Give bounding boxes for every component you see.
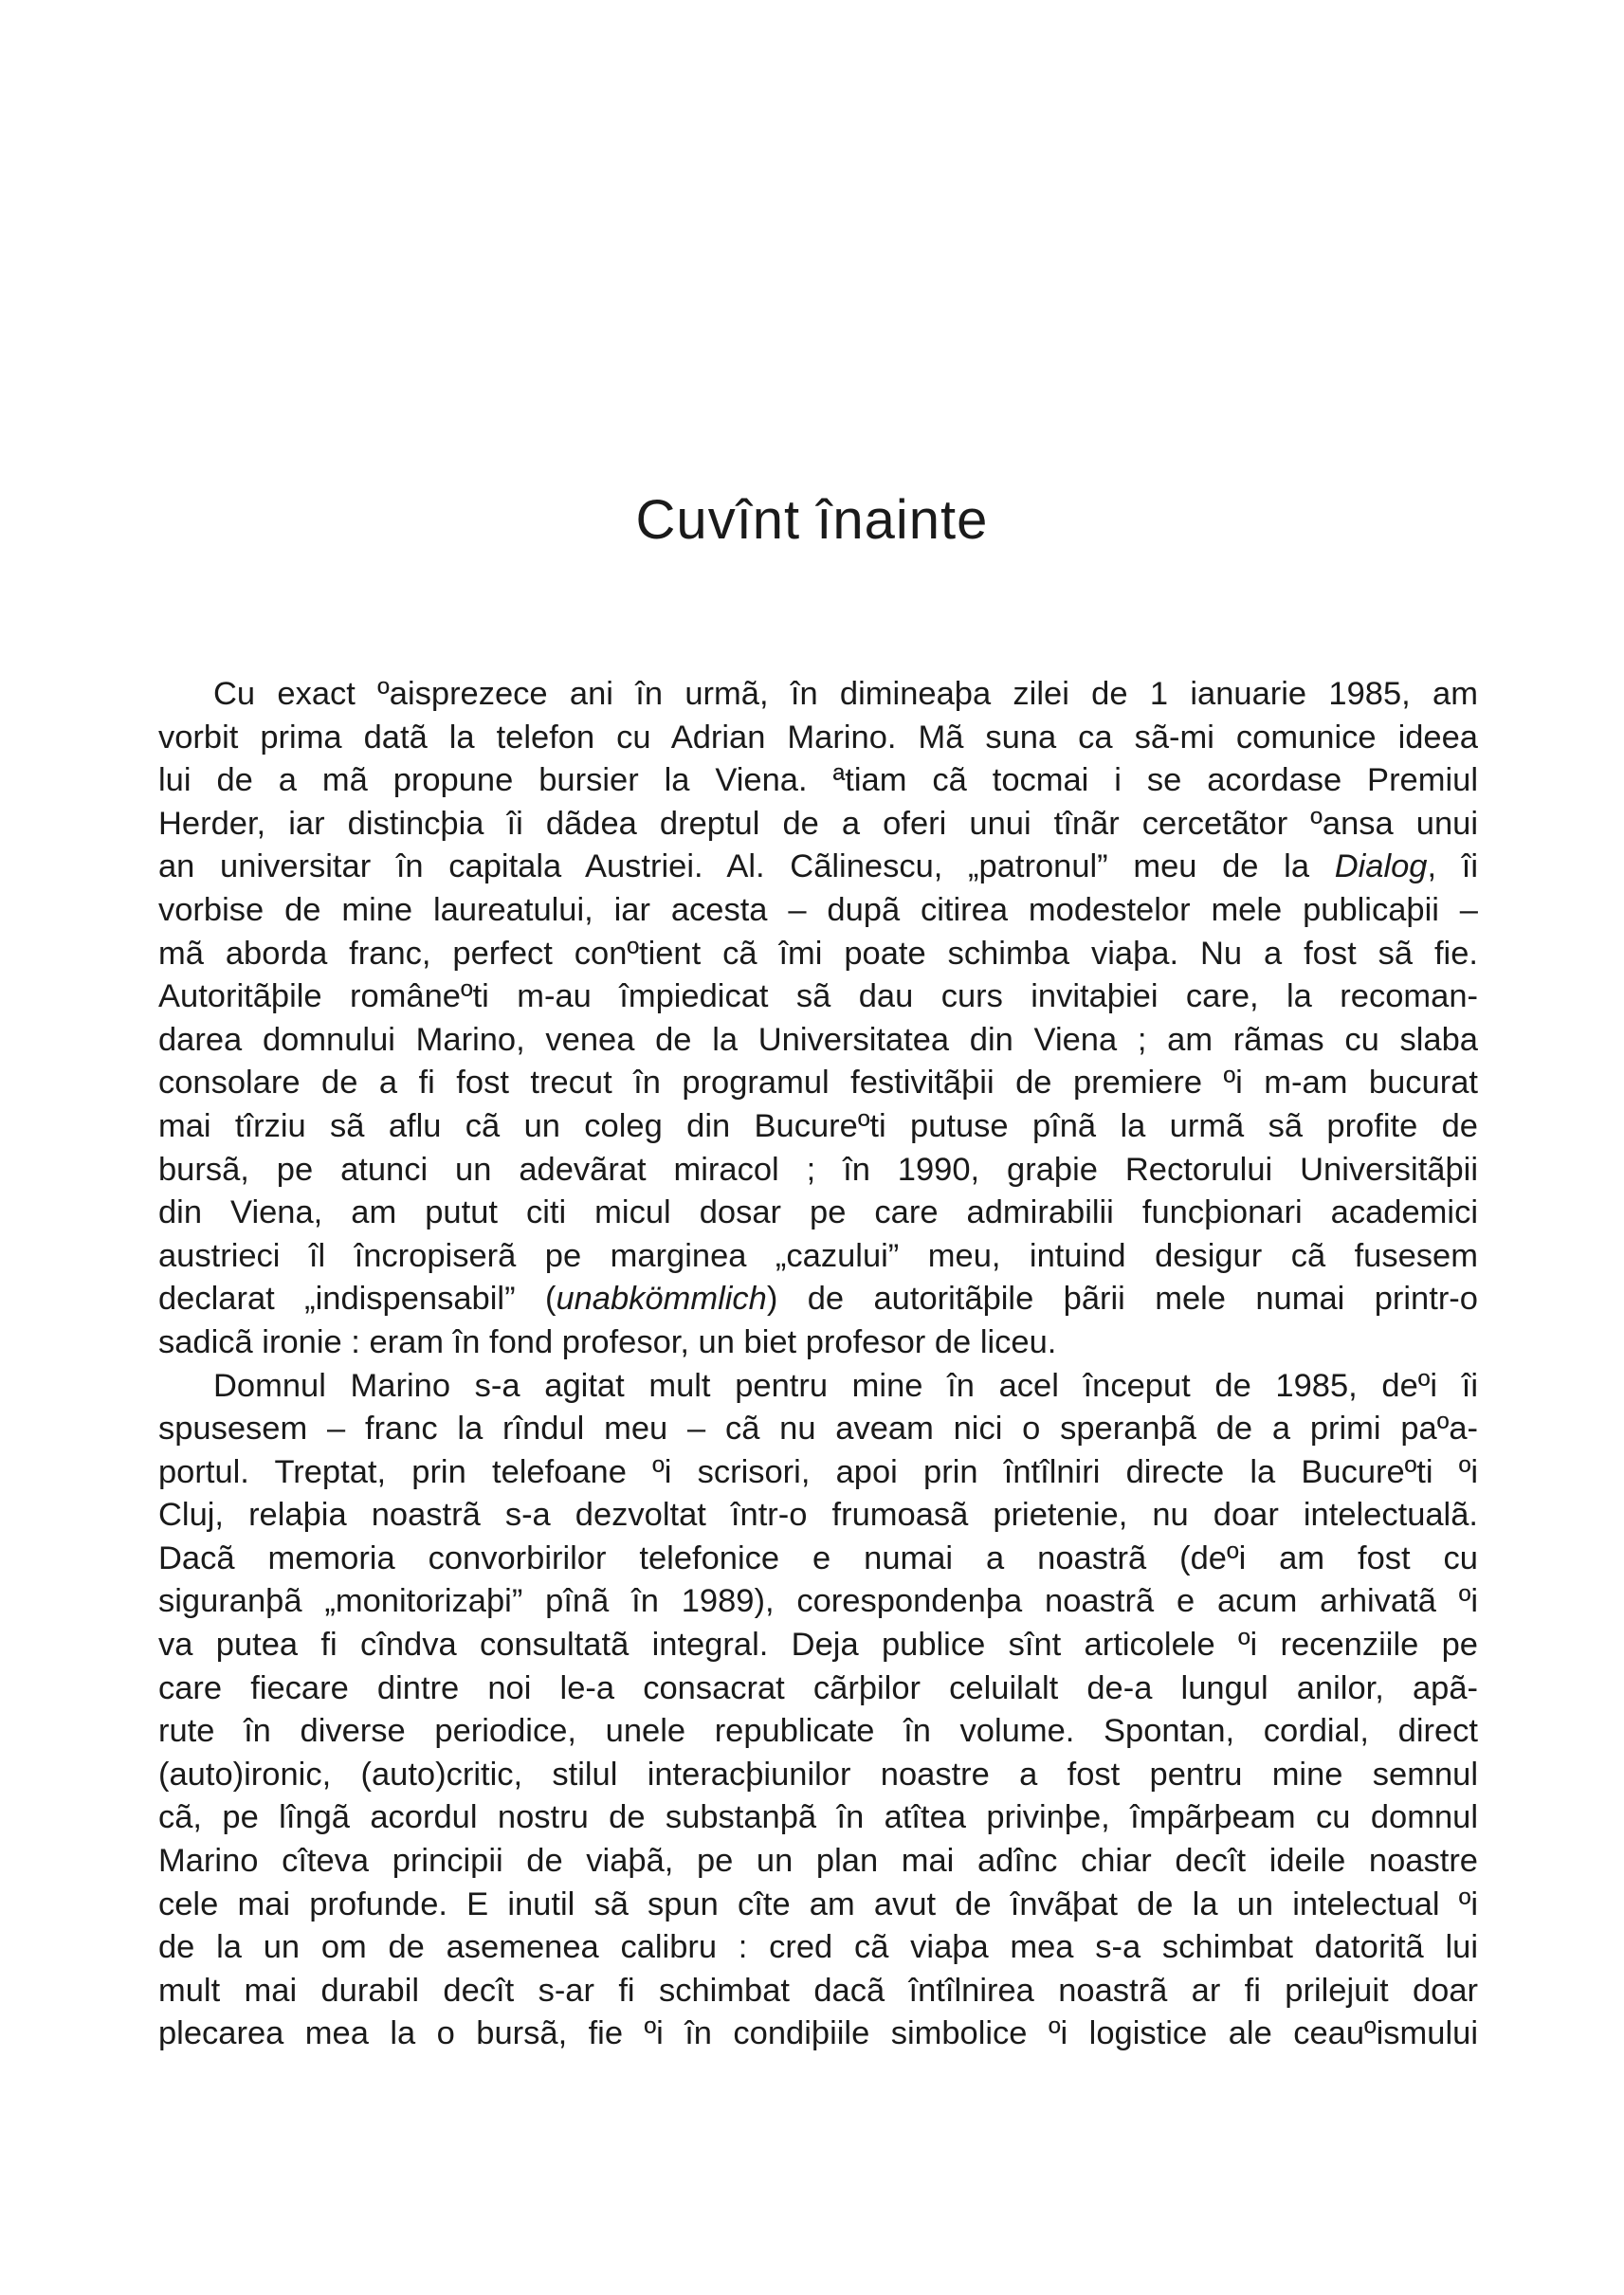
text-line: Dacã memoria convorbirilor telefonice e numai a noastrã (deºi am fost cu <box>158 1539 1478 1576</box>
chapter-title: Cuvînt înainte <box>635 489 989 551</box>
text-line: de la un om de asemenea calibru : cred cã viaþa mea s-a schimbat datoritã lui <box>158 1929 1478 1966</box>
text-line <box>158 1278 1478 1321</box>
text-line: va putea fi cîndva consultatã integral. Deja publice sînt articolele ºi recenziile pe <box>158 1627 1478 1664</box>
text-line: cã, pe lîngã acordul nostru de substanþã în atîtea privinþe, împãrþeam cu domnul <box>158 1799 1478 1836</box>
text-line: vorbit prima datã la telefon cu Adrian Marino. Mã suna ca sã-mi comunice ideea <box>158 719 1478 756</box>
text-line: spusesem – franc la rîndul meu – cã nu aveam nici o speranþã de a primi paºa- <box>158 1411 1478 1448</box>
text-line: Herder, iar distincþia îi dãdea dreptul de a oferi unui tînãr cercetãtor ºansa unui <box>158 805 1478 842</box>
text-line: austrieci îl încropiserã pe marginea „cazului” meu, intuind desigur cã fusesem <box>158 1237 1478 1274</box>
body-text <box>158 673 1478 2056</box>
paragraph-2 <box>158 1365 1478 2057</box>
text-line: lui de a mã propune bursier la Viena. ªtiam cã tocmai i se acordase Premiul <box>158 762 1478 799</box>
text-line: cele mai profunde. E inutil sã spun cîte am avut de învãþat de la un intelectual ºi <box>158 1885 1478 1922</box>
text-line: Domnul Marino s-a agitat mult pentru mine în acel început de 1985, deºi îi <box>213 1367 1478 1404</box>
text-segment: ) de autoritãþile þãrii mele numai printr-o <box>766 1281 1478 1318</box>
text-line: consolare de a fi fost trecut în programul festivitãþii de premiere ºi m-am bucurat <box>158 1065 1478 1102</box>
text-line: care fiecare dintre noi le-a consacrat cãrþilor celuilalt de-a lungul anilor, apã- <box>158 1669 1478 1706</box>
text-line: (auto)ironic, (auto)critic, stilul interacþiunilor noastre a fost pentru mine semnul <box>158 1756 1478 1793</box>
text-line: Marino cîteva principii de viaþã, pe un plan mai adînc chiar decît ideile noastre <box>158 1843 1478 1880</box>
text-line: portul. Treptat, prin telefoane ºi scrisori, apoi prin întîlniri directe la Bucureºti ºi <box>158 1453 1478 1490</box>
text-line: darea domnului Marino, venea de la Universitatea din Viena ; am rãmas cu slaba <box>158 1021 1478 1058</box>
text-line: rute în diverse periodice, unele republicate în volume. Spontan, cordial, direct <box>158 1713 1478 1750</box>
italic-title: Dialog <box>1334 848 1428 885</box>
text-line: bursã, pe atunci un adevãrat miracol ; în 1990, graþie Rectorului Universitãþii <box>158 1151 1478 1188</box>
text-line: plecarea mea la o bursã, fie ºi în condiþiile simbolice ºi logistice ale ceauºismului <box>158 2015 1478 2052</box>
text-line: mai tîrziu sã aflu cã un coleg din Bucureºti putuse pînã la urmã sã profite de <box>158 1107 1478 1144</box>
italic-word: unabkömmlich <box>556 1281 767 1318</box>
text-line: mã aborda franc, perfect conºtient cã îmi poate schimba viaþa. Nu a fost sã fie. <box>158 935 1478 972</box>
text-line: Cu exact ºaisprezece ani în urmã, în dimineaþa zilei de 1 ianuarie 1985, am <box>213 676 1478 712</box>
text-line: din Viena, am putut citi micul dosar pe care admirabilii funcþionari academici <box>158 1194 1478 1231</box>
text-line: Autoritãþile româneºti m-au împiedicat sã dau curs invitaþiei care, la recoman- <box>158 978 1478 1015</box>
paragraph-1 <box>158 673 1478 1365</box>
text-line: vorbise de mine laureatului, iar acesta – dupã citirea modestelor mele publicaþii – <box>158 891 1478 928</box>
text-line: sadicã ironie : eram în fond profesor, un biet profesor de liceu. <box>158 1323 1057 1360</box>
text-segment: an universitar în capitala Austriei. Al. Cãlinescu, „patronul” meu de la <box>158 848 1335 885</box>
text-line <box>158 846 1478 889</box>
text-line: Cluj, relaþia noastrã s-a dezvoltat într-o frumoasã prietenie, nu doar intelectualã. <box>158 1497 1478 1534</box>
text-segment: declarat „indispensabil” ( <box>158 1281 557 1318</box>
text-line: siguranþã „monitorizaþi” pînã în 1989), corespondenþa noastrã e acum arhivatã ºi <box>158 1583 1478 1620</box>
text-segment: , îi <box>1427 848 1479 885</box>
text-line: mult mai durabil decît s-ar fi schimbat dacã întîlnirea noastrã ar fi prilejuit doar <box>158 1972 1478 2009</box>
